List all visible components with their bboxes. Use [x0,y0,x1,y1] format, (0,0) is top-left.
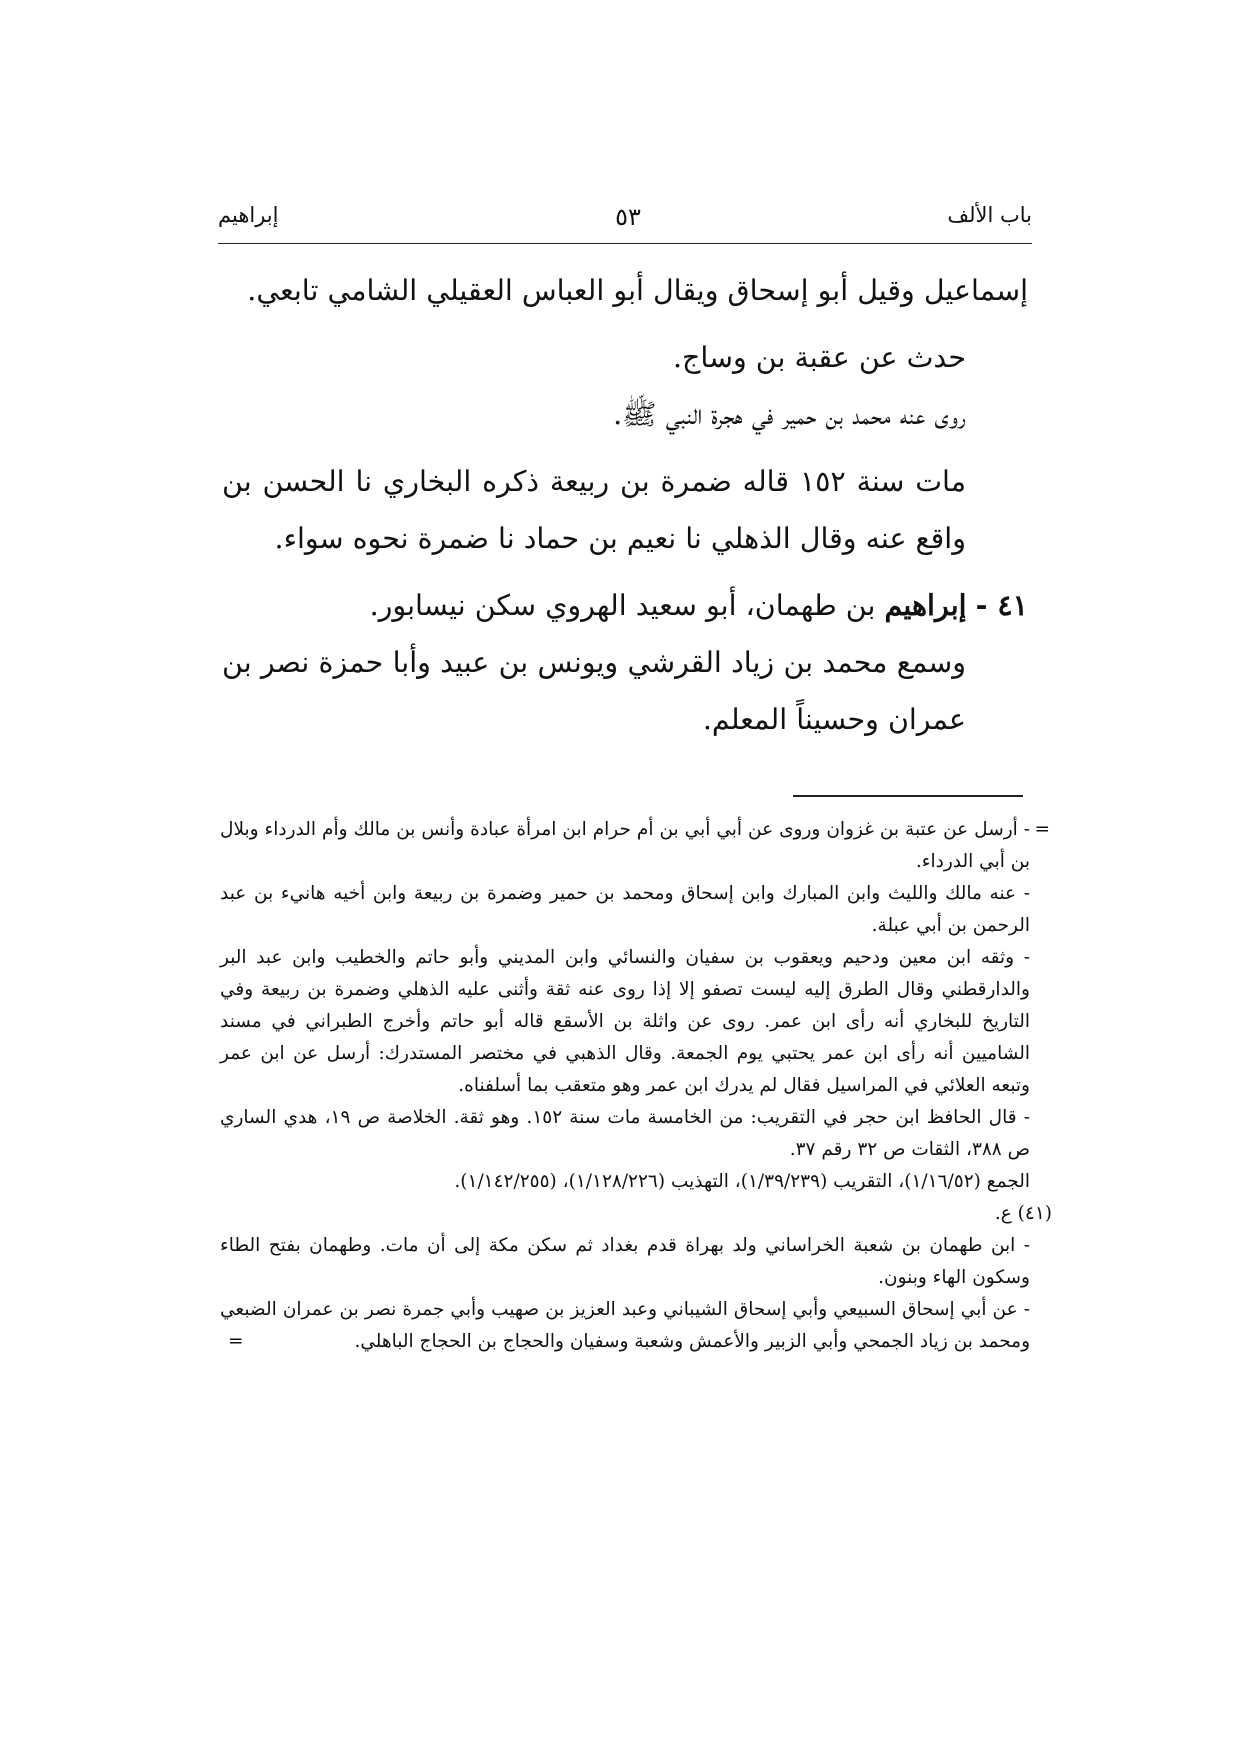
main-paragraph-6: وسمع محمد بن زياد القرشي ويونس بن عبيد وأبا حمزة نصر بن عمران وحسيناً المعلم. [222,646,966,736]
footnote-8-text: - عن أبي إسحاق السبيعي وأبي إسحاق الشيباني وعبد العزيز بن صهيب وأبي جمرة نصر بن عمران الضبعي ومحمد بن زياد الجمحي وأبي الزبير والأعمش وشعبة وسفيان والحجاج بن الحجاج الباهلي. [220,1299,1030,1352]
main-line-3: روى عنه محمد بن حمير في هجرة النبي ﷺ. [613,398,966,431]
footnote-5: الجمع (١/١٦/٥٢)، التقريب (١/٣٩/٢٣٩)، التهذيب (١/١٢٨/٢٢٦)، (١/١٤٢/٢٥٥). [454,1171,1030,1192]
footnote-2: - عنه مالك والليث وابن المبارك وابن إسحاق ومحمد بن حمير وضمرة بن ربيعة وابن أخيه هانيء بن عبد الرحمن بن أبي عبلة. [220,883,1030,936]
end-continuation-mark: = [228,1331,244,1352]
footnote-1-text: - أرسل عن عتبة بن غزوان وروى عن أبي أبي بن أم حرام ابن امرأة عبادة وأنس بن مالك وأم الدرداء وبلال بن أبي الدرداء. [220,819,1030,872]
footnote-7: - ابن طهمان بن شعبة الخراساني ولد بهراة قدم بغداد ثم سكن مكة إلى أن مات. وطهمان بفتح الطاء وسكون الهاء وبنون. [220,1235,1030,1288]
footnote-3: - وثقه ابن معين ودحيم ويعقوب بن سفيان والنسائي وابن المديني وأبو حاتم والخطيب وابن عبد البر والدارقطني وقال الطرق إليه ليست تصفو إلا إذا روى عنه ثقة وأثنى عليه الذهلي وضمرة بن ربيعة وفي التاريخ للبخاري أنه رأى ابن عمر. روى عن واثلة بن الأسقع قاله أبو حاتم وأخرج الطبراني في مسند الشاميين أنه رأى ابن عمر يحتبي يوم الجمعة. وقال الذهبي في مختصر المستدرك: أرسل عن ابن عمر وتبعه العلائي في المراسيل فقال لم يدرك ابن عمر وهو متعقب بما أسلفناه. [220,947,1030,1096]
footnote-divider [793,795,1023,797]
footnote-4: - قال الحافظ ابن حجر في التقريب: من الخامسة مات سنة ١٥٢. وهو ثقة. الخلاصة ص ١٩، هدي الساري ص ٣٨٨، الثقات ص ٣٢ رقم ٣٧. [220,1107,1030,1160]
entry-41-heading [222,577,1028,634]
main-paragraph-4: مات سنة ١٥٢ قاله ضمرة بن ربيعة ذكره البخاري نا الحسن بن واقع عنه وقال الذهلي نا نعيم بن حماد نا ضمرة نحوه سواء. [222,465,966,555]
footnote-6: (٤١) ع. [994,1203,1052,1224]
entry-description: بن طهمان، أبو سعيد الهروي سكن نيسابور. [369,589,876,622]
page-number: ٥٣ [615,203,641,231]
main-line-2: حدث عن عقبة بن وساج. [672,341,966,374]
footnote-8 [220,1294,1030,1358]
header-divider [218,243,1032,244]
footnote-1 [220,814,1050,878]
chapter-title: باب الألف [947,203,1032,227]
footnotes [220,814,1052,1358]
main-text [222,262,1028,748]
entry-number: ٤١ - [975,588,1028,622]
running-header [218,203,1032,247]
main-line-1: إسماعيل وقيل أبو إسحاق ويقال أبو العباس العقيلي الشامي تابعي. [247,274,1028,307]
entry-name-header: إبراهيم [218,203,279,227]
entry-headword: إبراهيم [884,588,967,622]
continuation-mark: = [1034,819,1050,840]
